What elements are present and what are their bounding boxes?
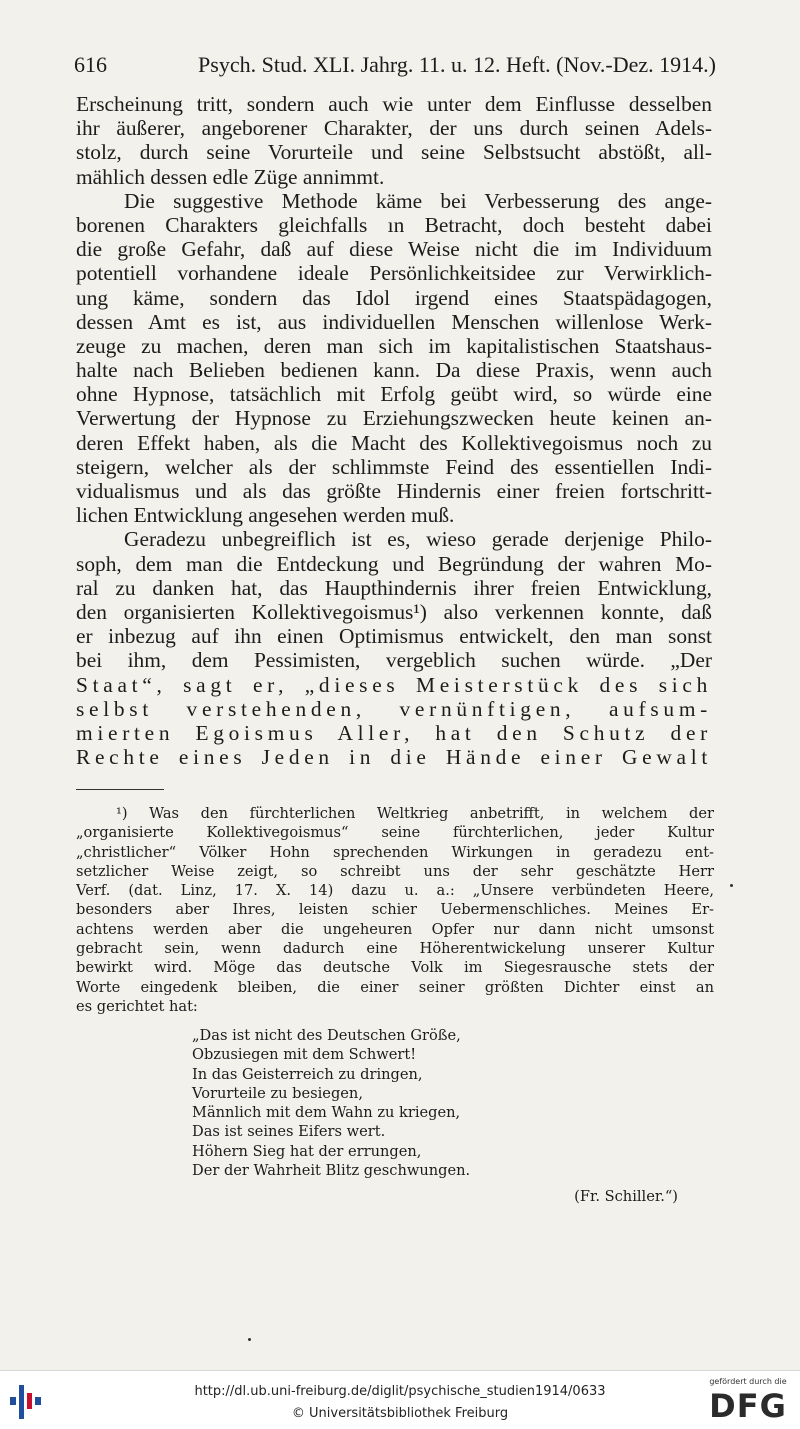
footnote-line: achtens werden aber die ungeheuren Opfer nur dann nicht umsonst xyxy=(76,920,714,938)
footnote-line: setzlicher Weise zeigt, so schreibt uns der sehr geschätzte Herr xyxy=(76,862,714,880)
poem-line: Höhern Sieg hat der errungen, xyxy=(192,1142,422,1160)
footnote-separator xyxy=(76,789,164,790)
text-line: Die suggestive Methode käme bei Verbesserung des ange- xyxy=(124,188,712,213)
text-line-spaced: mierten Egoismus Aller, hat den Schutz der xyxy=(76,720,712,745)
dfg-logo-text: DFG xyxy=(709,1387,787,1425)
running-title: Psych. Stud. XLI. Jahrg. 11. u. 12. Heft. (Nov.-Dez. 1914.) xyxy=(198,52,716,77)
footnote-line: „organisierte Kollektivegoismus“ seine fürchterlichen, jeder Kultur xyxy=(76,824,714,842)
footnote-line: besonders aber Ihres, leisten schier Uebermenschliches. Meines Er- xyxy=(76,901,714,919)
poem-line: Vorurteile zu besiegen, xyxy=(192,1084,363,1102)
text-line: ral zu danken hat, das Haupthindernis ihrer freien Entwicklung, xyxy=(76,575,712,600)
text-line-spaced: selbst verstehenden, vernünftigen, aufsum- xyxy=(76,696,712,721)
text-line: vidualismus und als das größte Hindernis einer freien fortschritt- xyxy=(76,479,712,503)
text-line-spaced: Rechte eines Jeden in die Hände einer Gewalt xyxy=(76,745,712,770)
running-header xyxy=(74,52,716,78)
poem-line: Der der Wahrheit Blitz geschwungen. xyxy=(192,1162,471,1180)
text-line: zeuge zu machen, deren man sich im kapitalistischen Staatshaus- xyxy=(76,333,712,358)
footnote-line: bewirkt wird. Möge das deutsche Volk im Siegesrausche stets der xyxy=(76,959,714,977)
text-line: bei ihm, dem Pessimisten, vergeblich suchen würde. „Der xyxy=(76,648,712,673)
dfg-caption: gefördert durch die xyxy=(709,1377,787,1386)
footnote-line: „christlicher“ Völker Hohn sprechenden Wirkungen in geradezu ent- xyxy=(76,843,714,861)
dfg-logo xyxy=(706,1377,790,1425)
text-line: stolz, durch seine Vorurteile und seine Selbstsucht abstößt, all- xyxy=(76,140,712,165)
poem-attribution: (Fr. Schiller.“) xyxy=(574,1188,678,1205)
footnote-line: Worte eingedenk bleiben, die einer seiner größten Dichter einst an xyxy=(76,978,714,996)
poem-quote xyxy=(192,1026,470,1180)
text-line: Geradezu unbegreiflich ist es, wieso gerade derjenige Philo- xyxy=(124,527,712,552)
scan-speck xyxy=(730,884,733,887)
text-line: Erscheinung tritt, sondern auch wie unter dem Einflusse desselben xyxy=(76,92,712,116)
footnote-line: es gerichtet hat: xyxy=(76,997,198,1015)
poem-line: „Das ist nicht des Deutschen Größe, xyxy=(192,1027,461,1044)
text-line: ohne Hypnose, tatsächlich mit Erfolg geübt wird, so würde eine xyxy=(76,382,712,407)
text-line: die große Gefahr, daß auf diese Weise nicht die im Individuum xyxy=(76,237,712,262)
footnote-line: gebracht sein, wenn dadurch eine Höherentwickelung unserer Kultur xyxy=(76,940,714,958)
text-line: ihr äußerer, angeborener Charakter, der uns durch seinen Adels- xyxy=(76,116,712,141)
text-line: den organisierten Kollektivegoismus¹) also verkennen konnte, daß xyxy=(76,599,712,624)
copyright-notice: © Universitätsbibliothek Freiburg xyxy=(291,1406,509,1421)
poem-line: Männlich mit dem Wahn zu kriegen, xyxy=(192,1104,461,1122)
text-line: er inbezug auf ihn einen Optimismus entwickelt, den man sonst xyxy=(76,624,712,649)
text-line: halte nach Belieben bedienen kann. Da diese Praxis, wenn auch xyxy=(76,358,712,383)
text-line: steigern, welcher als der schlimmste Feind des essentiellen Indi- xyxy=(76,454,712,479)
footnote-line: ¹) Was den fürchterlichen Weltkrieg anbetrifft, in welchem der xyxy=(116,805,714,822)
text-line: mählich dessen edle Züge annimmt. xyxy=(76,164,385,189)
poem-line: Das ist seines Eifers wert. xyxy=(192,1123,386,1141)
text-line: dessen Amt es ist, aus individuellen Menschen willenlose Werk- xyxy=(76,309,712,334)
poem-line: In das Geisterreich zu dringen, xyxy=(192,1065,423,1083)
text-line: ung käme, sondern das Idol irgend eines Staatspädagogen, xyxy=(76,285,712,310)
viewer-footer xyxy=(0,1370,800,1429)
text-line-spaced: Staat“, sagt er, „dieses Meisterstück des sich xyxy=(76,672,712,697)
text-line: Verwertung der Hypnose zu Erziehungszwecken heute keinen an- xyxy=(76,406,712,431)
scan-speck xyxy=(248,1338,251,1341)
text-line: potentiell vorhandene ideale Persönlichkeitsidee zur Verwirklich- xyxy=(76,261,712,286)
poem-line: Obzusiegen mit dem Schwert! xyxy=(192,1046,417,1064)
page-number: 616 xyxy=(74,52,107,77)
text-line: lichen Entwicklung angesehen werden muß. xyxy=(76,503,455,528)
main-text xyxy=(76,92,712,769)
footnote xyxy=(76,804,714,1016)
text-line: deren Effekt haben, als die Macht des Kollektivegoismus noch zu xyxy=(76,430,712,455)
footnote-line: Verf. (dat. Linz, 17. X. 14) dazu u. a.: „Unsere verbündeten Heere, xyxy=(76,882,714,900)
text-line: soph, dem man die Entdeckung und Begründung der wahren Mo- xyxy=(76,551,712,576)
text-line: borenen Charakters gleichfalls ın Betracht, doch besteht dabei xyxy=(76,212,712,237)
source-url[interactable]: http://dl.ub.uni-freiburg.de/diglit/psychische_studien1914/0633 xyxy=(194,1384,606,1399)
